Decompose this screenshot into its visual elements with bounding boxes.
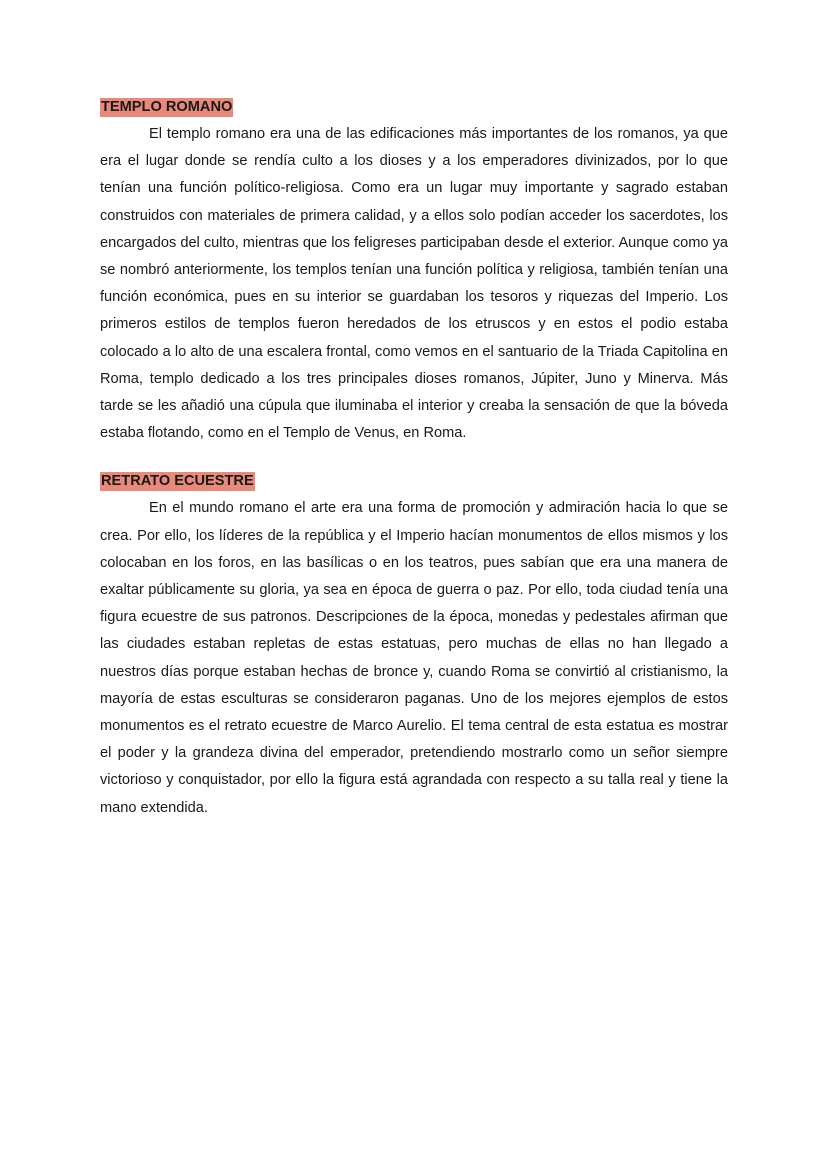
document-page	[100, 98, 728, 847]
section-paragraph: En el mundo romano el arte era una forma de promoción y admiración hacia lo que se crea. Por ello, los líderes de la república y el Imperio hacían monumentos de ellos mismos y los colocaban en los foros, en las basílicas o en los teatros, pues sabían que era una manera de exaltar públicamente su gloria, ya sea en época de guerra o paz. Por ello, toda ciudad tenía una figura ecuestre de sus patronos. Descripciones de la época, monedas y pedestales afirman que las ciudades estaban repletas de estas estatuas, pero muchas de ellas no han llegado a nuestros días porque estaban hechas de bronce y, cuando Roma se convirtió al cristianismo, la mayoría de estas esculturas se consideraron paganas. Uno de los mejores ejemplos de estos monumentos es el retrato ecuestre de Marco Aurelio. El tema central de esta estatua es mostrar el poder y la grandeza divina del emperador, pretendiendo mostrarlo como un señor siempre victorioso y conquistador, por ello la figura está agrandada con respecto a su talla real y tiene la mano extendida.	[100, 500, 728, 816]
section-templo-romano	[100, 98, 728, 447]
section-retrato-ecuestre	[100, 472, 728, 821]
section-paragraph: El templo romano era una de las edificaciones más importantes de los romanos, ya que era el lugar donde se rendía culto a los dioses y a los emperadores divinizados, por lo que tenían una función político-religiosa. Como era un lugar muy importante y sagrado estaban construidos con materiales de primera calidad, y a ellos solo podían acceder los sacerdotes, los encargados del culto, mientras que los feligreses participaban desde el exterior. Aunque como ya se nombró anteriormente, los templos tenían una función política y religiosa, también tenían una función económica, pues en su interior se guardaban los tesoros y riquezas del Imperio. Los primeros estilos de templos fueron heredados de los etruscos y en estos el podio estaba colocado a lo alto de una escalera frontal, como vemos en el santuario de la Triada Capitolina en Roma, templo dedicado a los tres principales dioses romanos, Júpiter, Juno y Minerva. Más tarde se les añadió una cúpula que iluminaba el interior y creaba la sensación de que la bóveda estaba flotando, como en el Templo de Venus, en Roma.	[100, 126, 728, 442]
section-heading: RETRATO ECUESTRE	[101, 473, 254, 490]
section-heading: TEMPLO ROMANO	[101, 99, 233, 115]
